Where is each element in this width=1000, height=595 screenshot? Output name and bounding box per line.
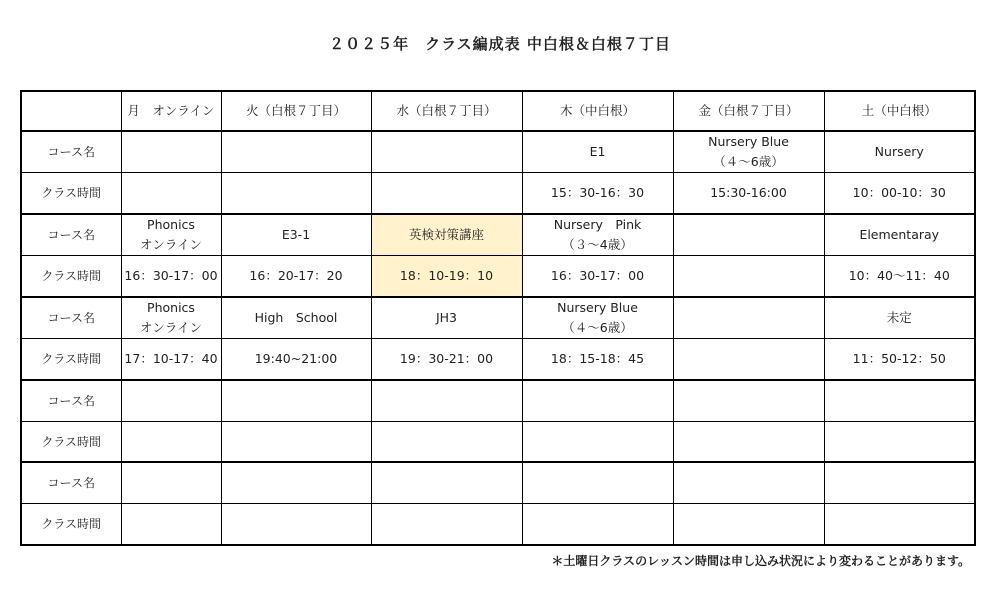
time-cell: 11：50-12：50 [824,339,975,380]
page-title: ２０２５年 クラス編成表 中白根＆白根７丁目 [329,35,671,53]
course-cell [371,214,522,256]
course-text: Nursery Blue [708,134,789,150]
time-cell [522,421,673,462]
time-cell [673,504,824,545]
course-name-label: コース名 [21,214,121,256]
course-row [21,297,975,339]
time-cell: 19:40~21:00 [221,339,371,380]
course-cell [522,131,673,173]
course-text: 英検対策講座 [408,227,484,243]
course-text: オンライン [139,237,203,253]
course-cell [371,297,522,339]
time-cell [673,256,824,297]
time-cell [221,173,371,214]
class-time-label: クラス時間 [21,256,121,297]
course-row [21,131,975,173]
course-text: Elementaray [859,227,940,243]
class-time-row [21,339,975,380]
class-time-label: クラス時間 [21,421,121,462]
class-time-label: クラス時間 [21,339,121,380]
course-cell [673,380,824,421]
day-header-5: 金（白根７丁目） [673,91,824,131]
course-cell [221,214,371,256]
time-cell: 15:30-16:00 [673,173,824,214]
course-cell [371,131,522,173]
schedule-table [20,90,976,546]
course-cell [371,462,522,503]
course-text: オンライン [139,320,203,336]
course-cell [522,380,673,421]
course-row [21,462,975,503]
course-text: （３～4歳） [562,237,633,253]
course-text: E3-1 [281,227,311,243]
time-cell: 17：10-17：40 [121,339,221,380]
course-name-label: コース名 [21,462,121,503]
course-cell [673,462,824,503]
course-text: High School [254,310,338,326]
time-cell [673,339,824,380]
course-row [21,214,975,256]
class-time-row [21,504,975,545]
course-name-label: コース名 [21,297,121,339]
course-text: Phonics [147,300,195,316]
course-name-label: コース名 [21,131,121,173]
course-cell [522,297,673,339]
time-cell [371,504,522,545]
time-cell [673,421,824,462]
time-cell: 16：30-17：00 [522,256,673,297]
course-text: Phonics [147,217,195,233]
course-row [21,380,975,421]
course-name-label: コース名 [21,380,121,421]
course-text: Nursery [874,144,924,160]
time-cell: 16：30-17：00 [121,256,221,297]
time-cell [121,421,221,462]
time-cell: 10：40～11：40 [824,256,975,297]
course-text: （４～6歳） [562,320,633,336]
class-time-row [21,256,975,297]
time-cell [824,421,975,462]
course-cell [522,462,673,503]
class-time-label: クラス時間 [21,173,121,214]
time-cell [121,504,221,545]
class-time-row [21,421,975,462]
class-time-row [21,173,975,214]
course-text: Nursery Blue [557,300,638,316]
course-cell [824,214,975,256]
course-cell [121,297,221,339]
time-cell: 15：30-16：30 [522,173,673,214]
day-header-4: 木（中白根） [522,91,673,131]
day-header-3: 水（白根７丁目） [371,91,522,131]
class-time-label: クラス時間 [21,504,121,545]
course-cell [673,214,824,256]
time-cell: 16：20-17：20 [221,256,371,297]
time-cell [121,173,221,214]
course-cell [673,131,824,173]
header-row [21,91,975,131]
time-cell: 19：30-21：00 [371,339,522,380]
time-cell [824,504,975,545]
course-cell [221,297,371,339]
time-cell: 18：15-18：45 [522,339,673,380]
course-cell [824,297,975,339]
day-header-6: 土（中白根） [824,91,975,131]
header-corner-cell [21,91,121,131]
course-text: JH3 [435,310,458,326]
course-cell [221,131,371,173]
time-cell [371,173,522,214]
time-cell: 18：10-19：10 [371,256,522,297]
course-cell [121,462,221,503]
course-cell [221,462,371,503]
course-cell [121,131,221,173]
course-cell [824,462,975,503]
day-header-1: 月 オンライン [121,91,221,131]
course-cell [522,214,673,256]
course-cell [371,380,522,421]
time-cell [522,504,673,545]
course-cell [673,297,824,339]
footnote: ＊土曜日クラスのレッスン時間は申し込み状況により変わることがあります。 [551,554,970,568]
course-text: （４～6歳） [713,154,784,170]
course-text: Nursery Pink [553,217,642,233]
course-text: E1 [589,144,606,160]
course-cell [824,131,975,173]
course-cell [121,214,221,256]
time-cell [221,504,371,545]
day-header-2: 火（白根７丁目） [221,91,371,131]
course-cell [221,380,371,421]
course-cell [121,380,221,421]
time-cell [221,421,371,462]
time-cell: 10：00-10：30 [824,173,975,214]
course-cell [824,380,975,421]
time-cell [371,421,522,462]
course-text: 未定 [886,310,912,326]
